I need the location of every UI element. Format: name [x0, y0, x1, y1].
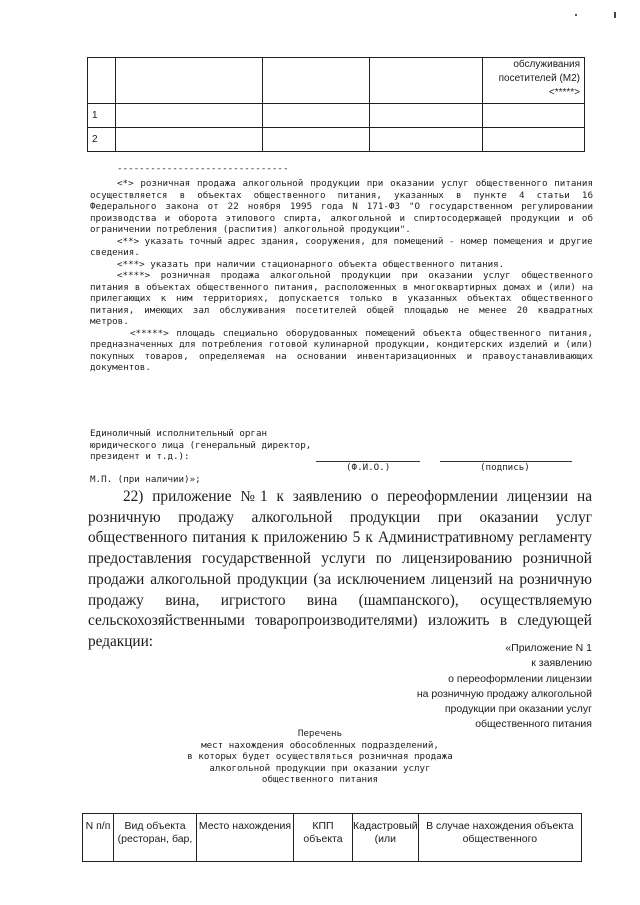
list-title: Перечень мест нахождения обособленных подразделений, в которых будет осуществляться розничная продажа алкогольной продукции при оказании услуг общественного питания — [187, 728, 453, 786]
col-header-object-type: Вид объекта (ресторан, бар, — [114, 814, 197, 862]
footnote: <**> указать точный адрес здания, сооружения, для помещений - номер помещения и другие сведения. — [90, 235, 593, 258]
col-header-cadastral: Кадастровый (или — [353, 814, 419, 862]
col-header-number: N п/п — [83, 814, 114, 862]
col-header-location-case: В случае нахождения объекта общественного — [418, 814, 581, 862]
stamp-note: М.П. (при наличии)»; — [90, 474, 201, 485]
top-table — [87, 57, 585, 152]
signature-organ: Единоличный исполнительный орган юридического лица (генеральный директор, президент и т.д.): — [90, 428, 312, 462]
footnote: <****> розничная продажа алкогольной продукции при оказании услуг общественного питания в объектах общественного питания, расположенных в многоквартирных домах и (или) на прилегающих к ним территориях, допускается только в указанных объектах общественного питания, имеющих зал обслуживания посетителей общей площадью не менее 20 квадратных метров. — [90, 270, 593, 327]
row-number: 1 — [88, 104, 116, 128]
col-header-location: Место нахождения — [197, 814, 294, 862]
footnote: <***> указать при наличии стационарного объекта общественного питания. — [117, 258, 505, 270]
col-header-kpp: КПП объекта — [294, 814, 353, 862]
footnote: <*****> площадь специально оборудованных помещений объекта общественного питания, предназначенных для потребления готовой кулинарной продукции, кондитерских изделий и (или) покупных товаров, определяемая на основании инвентаризационных и правоустанавливающих документов. — [90, 327, 593, 373]
footnotes — [90, 178, 593, 374]
table-row — [88, 104, 585, 128]
footnote: <*> розничная продажа алкогольной продукции при оказании услуг общественного питания осуществляется в объектах общественного питания, указанных в пункте 4 статьи 16 Федерального закона от 22 ноября 1995 года N 171-ФЗ "О государственном регулировании производства и оборота этилового спирта, алкогольной и спиртосодержащей продукции и об ограничении потребления (распития) алкогольной продукции". — [90, 178, 593, 235]
footnote-separator: ------------------------------- — [117, 163, 289, 174]
signature-caption: (подпись) — [480, 462, 530, 473]
appendix-header: «Приложение N 1 к заявлению о переоформлении лицензии на розничную продажу алкогольной продукции при оказании услуг общественного питания — [416, 642, 592, 731]
subdivisions-table — [82, 813, 582, 862]
amendment-paragraph: 22) приложение №1 к заявлению о переоформлении лицензии на розничную продажу алкогольной продукции при оказании услуг общественного питания к приложению 5 к Административному регламенту предоставления государственной услуги по лицензированию розничной продажи алкогольной продукции (за исключением лицензий на розничную продажу вина, игристого вина (шампанского), осуществляемую сельскохозяйственными товаропроизводителями) изложить в следующей редакции: — [88, 488, 592, 650]
scan-mark — [614, 12, 616, 18]
scan-mark — [575, 14, 577, 16]
row-number: 2 — [88, 128, 116, 152]
fio-caption: (Ф.И.О.) — [346, 462, 391, 473]
table-row — [88, 128, 585, 152]
table-header-cell: обслуживания посетителей (М2) <*****> — [483, 58, 585, 104]
